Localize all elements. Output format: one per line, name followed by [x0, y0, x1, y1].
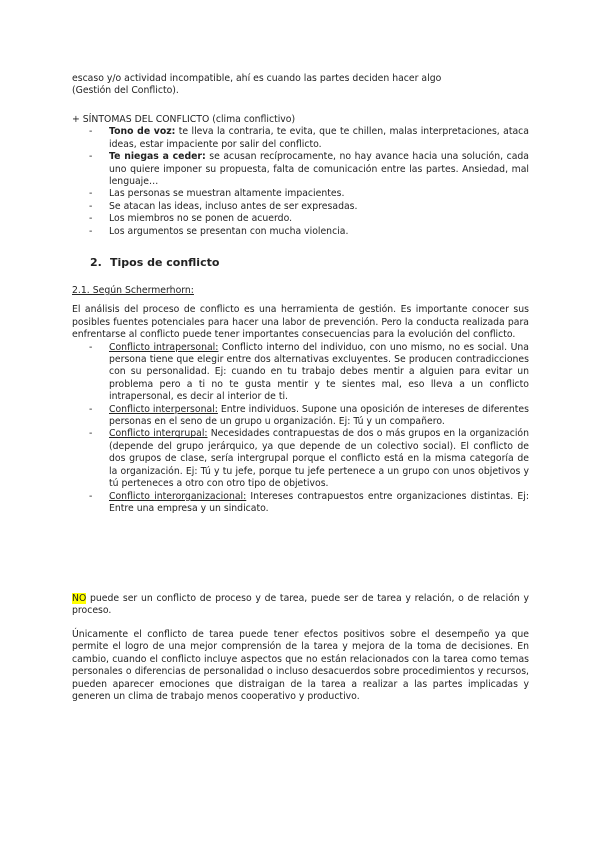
symptoms-section [72, 114, 529, 238]
symptom-text: Los miembros no se ponen de acuerdo. [109, 213, 293, 225]
list-item [72, 342, 529, 404]
list-item [72, 213, 529, 225]
intro-paragraph [72, 73, 529, 98]
symptoms-list [72, 126, 529, 238]
type-term: Conflicto intrapersonal: [109, 341, 219, 353]
closing-text: Únicamente el conflicto de tarea puede tener efectos positivos sobre el desempeño ya que permite el logro de una mejor comprensión de la tarea y mejora de la toma de decisiones. En cambio, cuando el conflicto incluye aspectos que no están relacionados con la tarea como temas personales o diferencias de personalidad o incluso desacuerdos sobre procedimientos y recursos, pueden aparecer emociones que distraigan de la tarea a realizar a las partes implicadas y generen un clima de trabajo menos cooperativo y productivo. [72, 629, 529, 703]
type-text: Intereses contrapuestos entre organizaciones distintas. Ej: Entre una empresa y un sindicato. [109, 490, 529, 514]
list-item [72, 201, 529, 213]
closing-paragraph [72, 629, 529, 703]
symptom-term: Te niegas a ceder: [109, 151, 206, 163]
symptom-text: te lleva la contraria, te evita, que te chillen, malas interpretaciones, ataca ideas, estar impaciente por salir del conflicto. [109, 126, 529, 150]
type-text: Conflicto interno del individuo, con uno mismo, no es social. Una persona tiene que elegir entre dos alternativas excluyentes. Se producen contradicciones con su personalidad. Ej: cuando en tu trabajo debes mentir a alguien para evitar un problema pero a ti no te gusta mentir y te sientes mal, eso lleva a un conflicto intrapersonal, es decir al interior de ti. [109, 341, 529, 403]
list-item [72, 491, 529, 516]
highlighted-word: NO [72, 593, 87, 604]
type-term: Conflicto interorganizacional: [109, 490, 247, 502]
type-term: Conflicto intergrupal: [109, 428, 208, 440]
symptoms-title: + SÍNTOMAS DEL CONFLICTO (clima conflictivo) [72, 114, 296, 125]
list-item [72, 188, 529, 200]
symptom-text: Los argumentos se presentan con mucha violencia. [109, 225, 349, 237]
section-2-1 [72, 285, 529, 515]
list-item [72, 126, 529, 151]
list-item [72, 404, 529, 429]
list-item [72, 151, 529, 188]
symptom-term: Tono de voz: [109, 126, 176, 138]
subheading: 2.1. Según Schermerhorn: [72, 285, 194, 296]
symptom-text: Se atacan las ideas, incluso antes de ser expresadas. [109, 200, 358, 212]
symptom-text: Las personas se muestran altamente impacientes. [109, 188, 345, 200]
section-paragraph: El análisis del proceso de conflicto es una herramienta de gestión. Es importante conocer sus posibles fuentes potenciales para hacer una labor de prevención. Pero la conducta realizada para enfrentarse al conflicto puede tener importantes consecuencias para la evolución del conflicto. [72, 304, 529, 341]
note-text: puede ser un conflicto de proceso y de tarea, puede ser de tarea y relación, o de relación y proceso. [72, 593, 529, 617]
intro-line-1: escaso y/o actividad incompatible, ahí es cuando las partes deciden hacer algo [72, 73, 442, 84]
type-text: Necesidades contrapuestas de dos o más grupos en la organización (depende del grupo jerárquico, ya que depende de un colectivo social). El conflicto de dos grupos de clase, sería intergrupal porque el conflicto está en la misma categoría de la organización. Ej: Tú y tu jefe, porque tu jefe pertenece a un grupo con unos objetivos y tú perteneces a otro con otro tipo de objetivos. [109, 428, 530, 490]
type-text: Entre individuos. Supone una oposición de intereses de diferentes personas en el seno de un grupo u organización. Ej: Tú y un compañero. [109, 403, 529, 428]
note-paragraph [72, 593, 529, 618]
list-item [72, 226, 529, 238]
section-heading [90, 256, 219, 269]
type-term: Conflicto interpersonal: [109, 403, 218, 415]
list-item [72, 428, 529, 490]
symptom-text: se acusan recíprocamente, no hay avance hacia una solución, cada uno quiere imponer su propuesta, falta de comunicación entre las partes. Ansiedad, mal lenguaje… [109, 151, 529, 188]
section-title: Tipos de conflicto [110, 256, 220, 269]
intro-line-2: (Gestión del Conflicto). [72, 85, 179, 97]
section-number: 2. [90, 256, 102, 269]
conflict-types-list [72, 342, 529, 516]
